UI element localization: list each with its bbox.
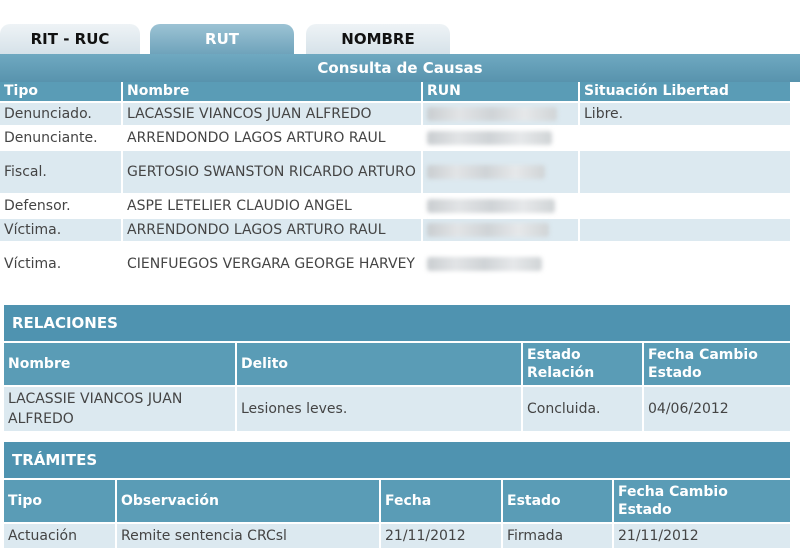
table-row xyxy=(0,217,790,241)
cell-tipo: Defensor. xyxy=(0,193,121,217)
cell-estado: Concluida. xyxy=(521,385,642,431)
cell-fecha-cambio: 21/11/2012 xyxy=(612,522,790,548)
cell-run-redacted xyxy=(421,101,578,125)
column-header-nombre: Nombre xyxy=(4,341,235,385)
column-header-fecha: Fecha xyxy=(379,478,501,522)
page-title: Consulta de Causas xyxy=(0,54,800,82)
cell-nombre: ARRENDONDO LAGOS ARTURO RAUL xyxy=(121,125,421,149)
redacted-run xyxy=(427,257,542,271)
tab-nombre[interactable]: NOMBRE xyxy=(306,24,450,54)
cell-situacion xyxy=(578,241,790,285)
redacted-run xyxy=(427,223,549,237)
table-row xyxy=(0,149,790,193)
relaciones-header-row xyxy=(4,341,790,385)
cell-run-redacted xyxy=(421,125,578,149)
column-header-nombre: Nombre xyxy=(121,82,421,101)
cell-tipo: Víctima. xyxy=(0,241,121,285)
relaciones-section-title: RELACIONES xyxy=(4,305,790,341)
cell-nombre: GERTOSIO SWANSTON RICARDO ARTURO xyxy=(121,149,421,193)
column-header-estado-relacion: Estado Relación xyxy=(521,341,642,385)
column-header-estado: Estado xyxy=(501,478,612,522)
table-row xyxy=(0,193,790,217)
table-row xyxy=(4,522,790,548)
cell-estado: Firmada xyxy=(501,522,612,548)
column-header-fecha-cambio: Fecha Cambio Estado xyxy=(642,341,790,385)
redacted-run xyxy=(427,107,557,121)
cell-fecha: 21/11/2012 xyxy=(379,522,501,548)
tramites-header-row xyxy=(4,478,790,522)
cell-nombre: ARRENDONDO LAGOS ARTURO RAUL xyxy=(121,217,421,241)
column-header-tipo: Tipo xyxy=(0,82,121,101)
cell-situacion xyxy=(578,149,790,193)
table-row xyxy=(0,241,790,285)
cell-situacion xyxy=(578,125,790,149)
column-header-delito: Delito xyxy=(235,341,521,385)
cell-nombre: ASPE LETELIER CLAUDIO ANGEL xyxy=(121,193,421,217)
tramites-section-title: TRÁMITES xyxy=(4,442,790,478)
column-header-run: RUN xyxy=(421,82,578,101)
table-row xyxy=(0,125,790,149)
cell-tipo: Víctima. xyxy=(0,217,121,241)
cell-tipo: Denunciante. xyxy=(0,125,121,149)
participants-table xyxy=(0,82,790,285)
cell-delito: Lesiones leves. xyxy=(235,385,521,431)
table-row xyxy=(4,385,790,431)
cell-run-redacted xyxy=(421,193,578,217)
cell-nombre: CIENFUEGOS VERGARA GEORGE HARVEY xyxy=(121,241,421,285)
relaciones-table xyxy=(4,341,790,431)
column-header-fecha-cambio: Fecha Cambio Estado xyxy=(612,478,790,522)
cell-tipo: Fiscal. xyxy=(0,149,121,193)
cell-fecha: 04/06/2012 xyxy=(642,385,790,431)
cell-run-redacted xyxy=(421,241,578,285)
cell-nombre: LACASSIE VIANCOS JUAN ALFREDO xyxy=(121,101,421,125)
redacted-run xyxy=(427,165,545,179)
cell-observacion: Remite sentencia CRCsl xyxy=(115,522,379,548)
cell-tipo: Denunciado. xyxy=(0,101,121,125)
cell-situacion xyxy=(578,193,790,217)
column-header-observacion: Observación xyxy=(115,478,379,522)
tab-rut[interactable]: RUT xyxy=(150,24,294,54)
tramites-table xyxy=(4,478,790,548)
redacted-run xyxy=(427,131,552,145)
column-header-tipo: Tipo xyxy=(4,478,115,522)
cell-nombre: LACASSIE VIANCOS JUAN ALFREDO xyxy=(4,385,235,431)
redacted-run xyxy=(427,199,555,213)
cell-run-redacted xyxy=(421,217,578,241)
search-tabs xyxy=(0,0,800,54)
cell-situacion: Libre. xyxy=(578,101,790,125)
cell-run-redacted xyxy=(421,149,578,193)
participants-header-row xyxy=(0,82,790,101)
cell-situacion xyxy=(578,217,790,241)
column-header-situacion: Situación Libertad xyxy=(578,82,790,101)
cell-tipo: Actuación xyxy=(4,522,115,548)
tab-rit-ruc[interactable]: RIT - RUC xyxy=(0,24,140,54)
table-row xyxy=(0,101,790,125)
